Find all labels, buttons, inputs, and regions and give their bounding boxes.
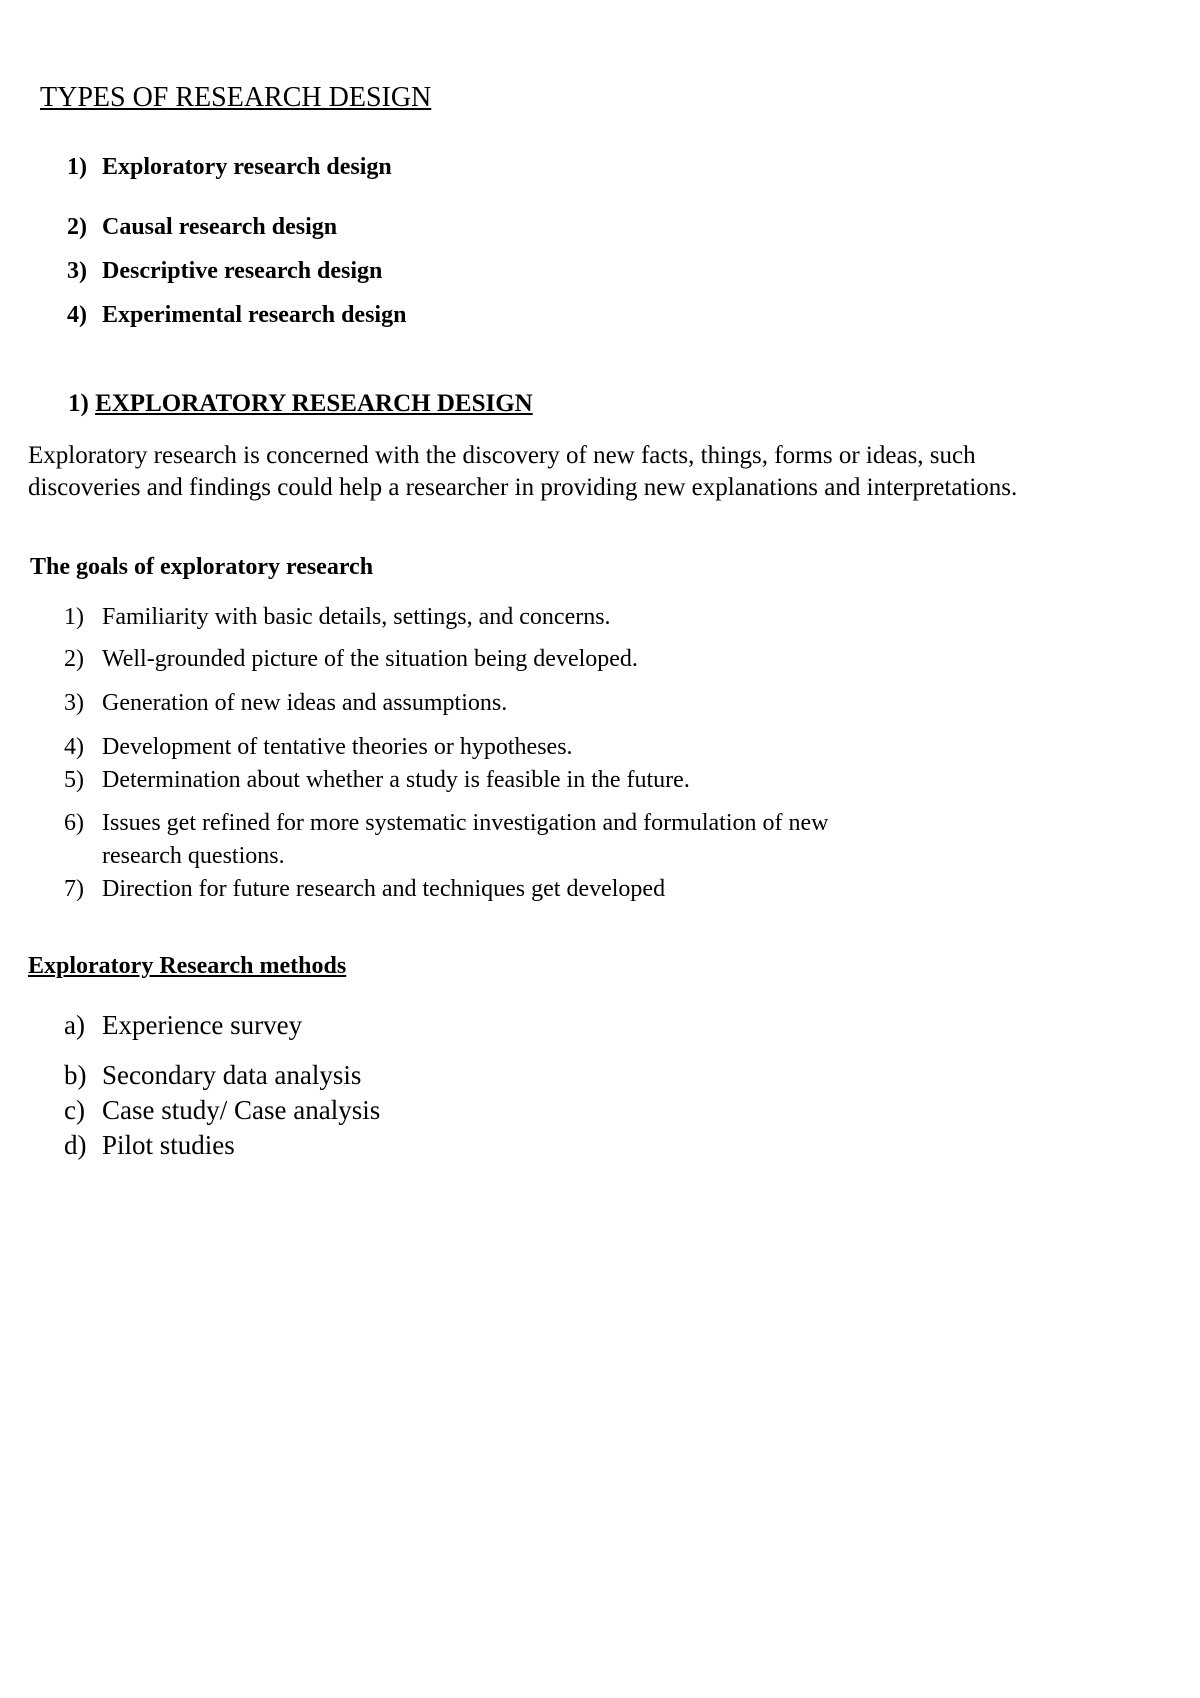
item-number: 7) (64, 876, 84, 902)
item-text: Direction for future research and techniques get developed (102, 876, 666, 902)
item-text: Case study/ Case analysis (102, 1095, 381, 1125)
item-text: Pilot studies (102, 1130, 235, 1160)
item-number: 4) (64, 734, 84, 760)
item-number: 1) (67, 154, 87, 180)
document-title: TYPES OF RESEARCH DESIGN (40, 82, 432, 113)
list-item-continuation: research questions. (102, 843, 285, 869)
item-number: 5) (64, 767, 84, 793)
item-number: 2) (67, 214, 87, 240)
section-number: 1) (68, 390, 89, 417)
item-text: Experimental research design (102, 302, 407, 328)
section-title: EXPLORATORY RESEARCH DESIGN (95, 390, 533, 417)
item-text: Development of tentative theories or hypotheses. (102, 734, 573, 760)
item-number: 2) (64, 646, 84, 672)
methods-heading: Exploratory Research methods (28, 953, 347, 979)
item-number: 3) (67, 258, 87, 284)
paragraph-line: discoveries and findings could help a researcher in providing new explanations and interpretations. (28, 474, 1018, 501)
item-text: Issues get refined for more systematic investigation and formulation of new (102, 810, 829, 836)
item-text: Generation of new ideas and assumptions. (102, 690, 508, 716)
paragraph-line: Exploratory research is concerned with the discovery of new facts, things, forms or ideas, such (28, 442, 976, 469)
item-number: 1) (64, 604, 84, 630)
item-number: 6) (64, 810, 84, 836)
section-heading (68, 390, 533, 418)
item-number: a) (64, 1010, 85, 1040)
item-text: Descriptive research design (102, 258, 383, 284)
item-number: d) (64, 1130, 87, 1160)
item-text: Familiarity with basic details, settings, and concerns. (102, 604, 611, 630)
item-text: Well-grounded picture of the situation being developed. (102, 646, 638, 672)
item-text: Determination about whether a study is feasible in the future. (102, 767, 690, 793)
item-text: Secondary data analysis (102, 1060, 362, 1090)
item-number: 4) (67, 302, 87, 328)
item-text: Exploratory research design (102, 154, 392, 180)
item-number: 3) (64, 690, 84, 716)
item-text: Causal research design (102, 214, 338, 240)
item-text: Experience survey (102, 1010, 303, 1040)
intro-paragraph (28, 440, 1017, 504)
goals-heading: The goals of exploratory research (30, 554, 374, 580)
item-number: c) (64, 1095, 85, 1125)
item-number: b) (64, 1060, 87, 1090)
